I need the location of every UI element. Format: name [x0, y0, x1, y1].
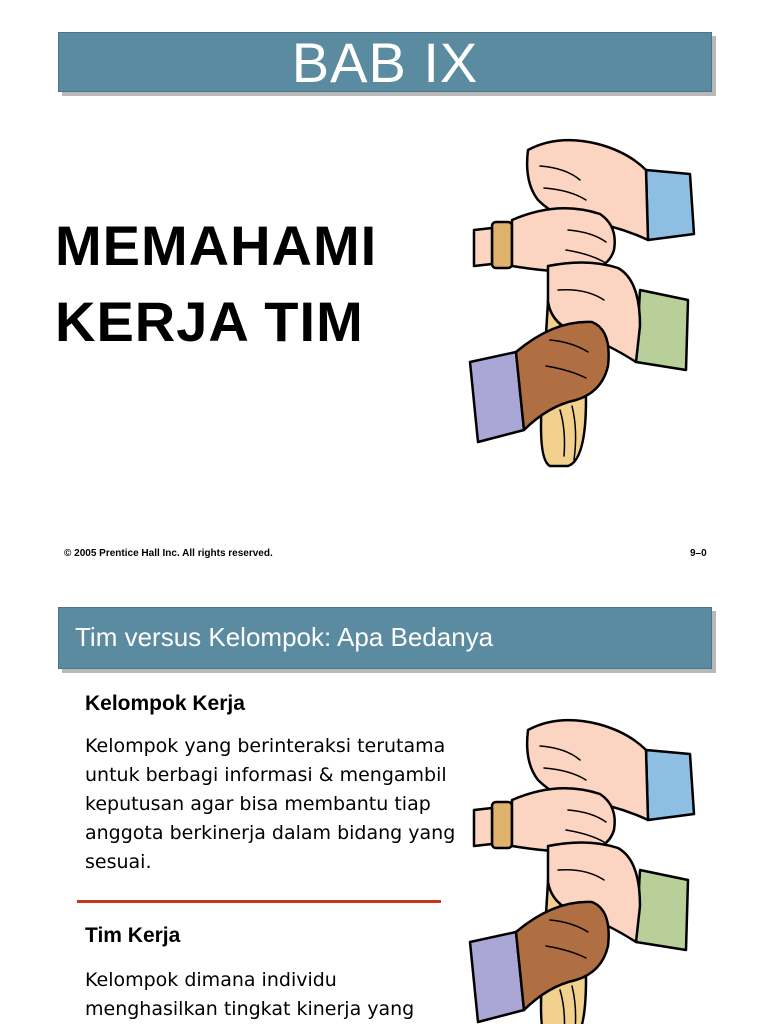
kelompok-kerja-definition: Kelompok yang berinteraksi terutama untuk berbagi informasi & mengambil keputusan agar bisa membantu tiap anggota berkinerja dalam bidang yang sesuai.: [85, 735, 456, 873]
slide-1-title: [55, 208, 377, 360]
slide-2: [0, 582, 768, 1024]
slide-1-banner: [58, 32, 712, 92]
slide-2-title: Tim versus Kelompok: Apa Bedanya: [75, 622, 494, 652]
stacked-hands-on-bat-icon: [468, 710, 698, 1024]
title-line-1: MEMAHAMI: [55, 214, 378, 277]
section-divider: [77, 900, 441, 903]
stacked-hands-on-bat-icon: [468, 130, 698, 470]
chapter-title: BAB IX: [291, 31, 479, 94]
tim-kerja-definition: Kelompok dimana individu menghasilkan tingkat kinerja yang: [85, 969, 415, 1020]
slide-2-banner: [58, 607, 712, 669]
title-line-2: KERJA TIM: [55, 290, 364, 353]
kelompok-kerja-heading: Kelompok Kerja: [85, 692, 245, 715]
tim-kerja-heading: Tim Kerja: [85, 924, 181, 947]
copyright-notice: © 2005 Prentice Hall Inc. All rights reserved.: [64, 548, 273, 559]
slide-number: 9–0: [690, 548, 707, 559]
